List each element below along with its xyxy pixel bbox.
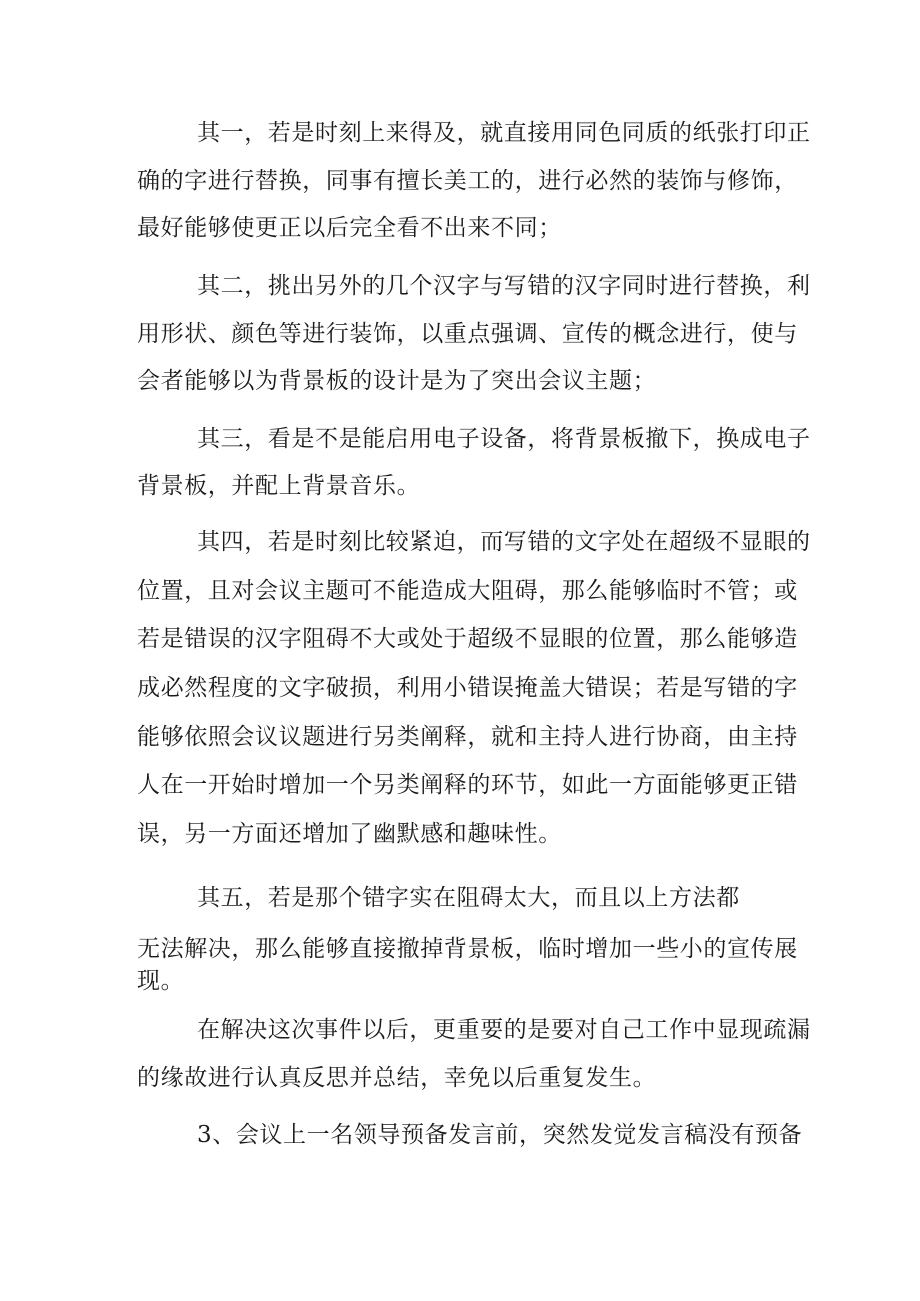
paragraph-4-line-5: 能够依照会议议题进行另类阐释，就和主持人进行协商，由主持 <box>137 724 798 750</box>
paragraph-1-line-2: 确的字进行替换，同事有擅长美工的，进行必然的装饰与修饰， <box>137 168 798 194</box>
paragraph-5-line-1: 其五，若是那个错字实在阻碍太大，而且以上方法都 <box>197 885 740 911</box>
paragraph-6-line-1: 在解决这次事件以后，更重要的是要对自己工作中显现疏漏 <box>197 1017 811 1043</box>
paragraph-2-line-2: 用形状、颜色等进行装饰，以重点强调、宣传的概念进行，使与 <box>137 321 798 347</box>
paragraph-4-line-2: 位置，且对会议主题可不能造成大阻碍，那么能够临时不管；或 <box>137 578 798 604</box>
paragraph-3-line-1: 其三，看是不是能启用电子设备，将背景板撤下，换成电子 <box>197 426 811 452</box>
paragraph-4-line-1: 其四，若是时刻比较紧迫，而写错的文字处在超级不显眼的 <box>197 529 811 555</box>
paragraph-1-line-3: 最好能够使更正以后完全看不出来不同； <box>137 215 562 241</box>
paragraph-4-line-6: 人在一开始时增加一个另类阐释的环节，如此一方面能够更正错 <box>137 772 798 798</box>
paragraph-2-line-3: 会者能够以为背景板的设计是为了突出会议主题； <box>137 368 657 394</box>
paragraph-4-line-3: 若是错误的汉字阻碍不大或处于超级不显眼的位置，那么能够造 <box>137 626 798 652</box>
paragraph-5-line-3: 现。 <box>137 968 185 994</box>
paragraph-7-line-1: 3、会议上一名领导预备发言前，突然发觉发言稿没有预备 <box>197 1122 803 1148</box>
paragraph-3-line-2: 背景板，并配上背景音乐。 <box>137 473 421 499</box>
paragraph-6-line-2: 的缘故进行认真反思并总结，幸免以后重复发生。 <box>137 1065 657 1091</box>
paragraph-4-line-7: 误，另一方面还增加了幽默感和趣味性。 <box>137 821 562 847</box>
paragraph-5-line-2: 无法解决，那么能够直接撤掉背景板，临时增加一些小的宣传展 <box>137 936 798 962</box>
paragraph-2-line-1: 其二，挑出另外的几个汉字与写错的汉字同时进行替换，利 <box>197 273 811 299</box>
paragraph-1-line-1: 其一，若是时刻上来得及，就直接用同色同质的纸张打印正 <box>197 120 811 146</box>
paragraph-4-line-4: 成必然程度的文字破损，利用小错误掩盖大错误；若是写错的字 <box>137 675 798 701</box>
